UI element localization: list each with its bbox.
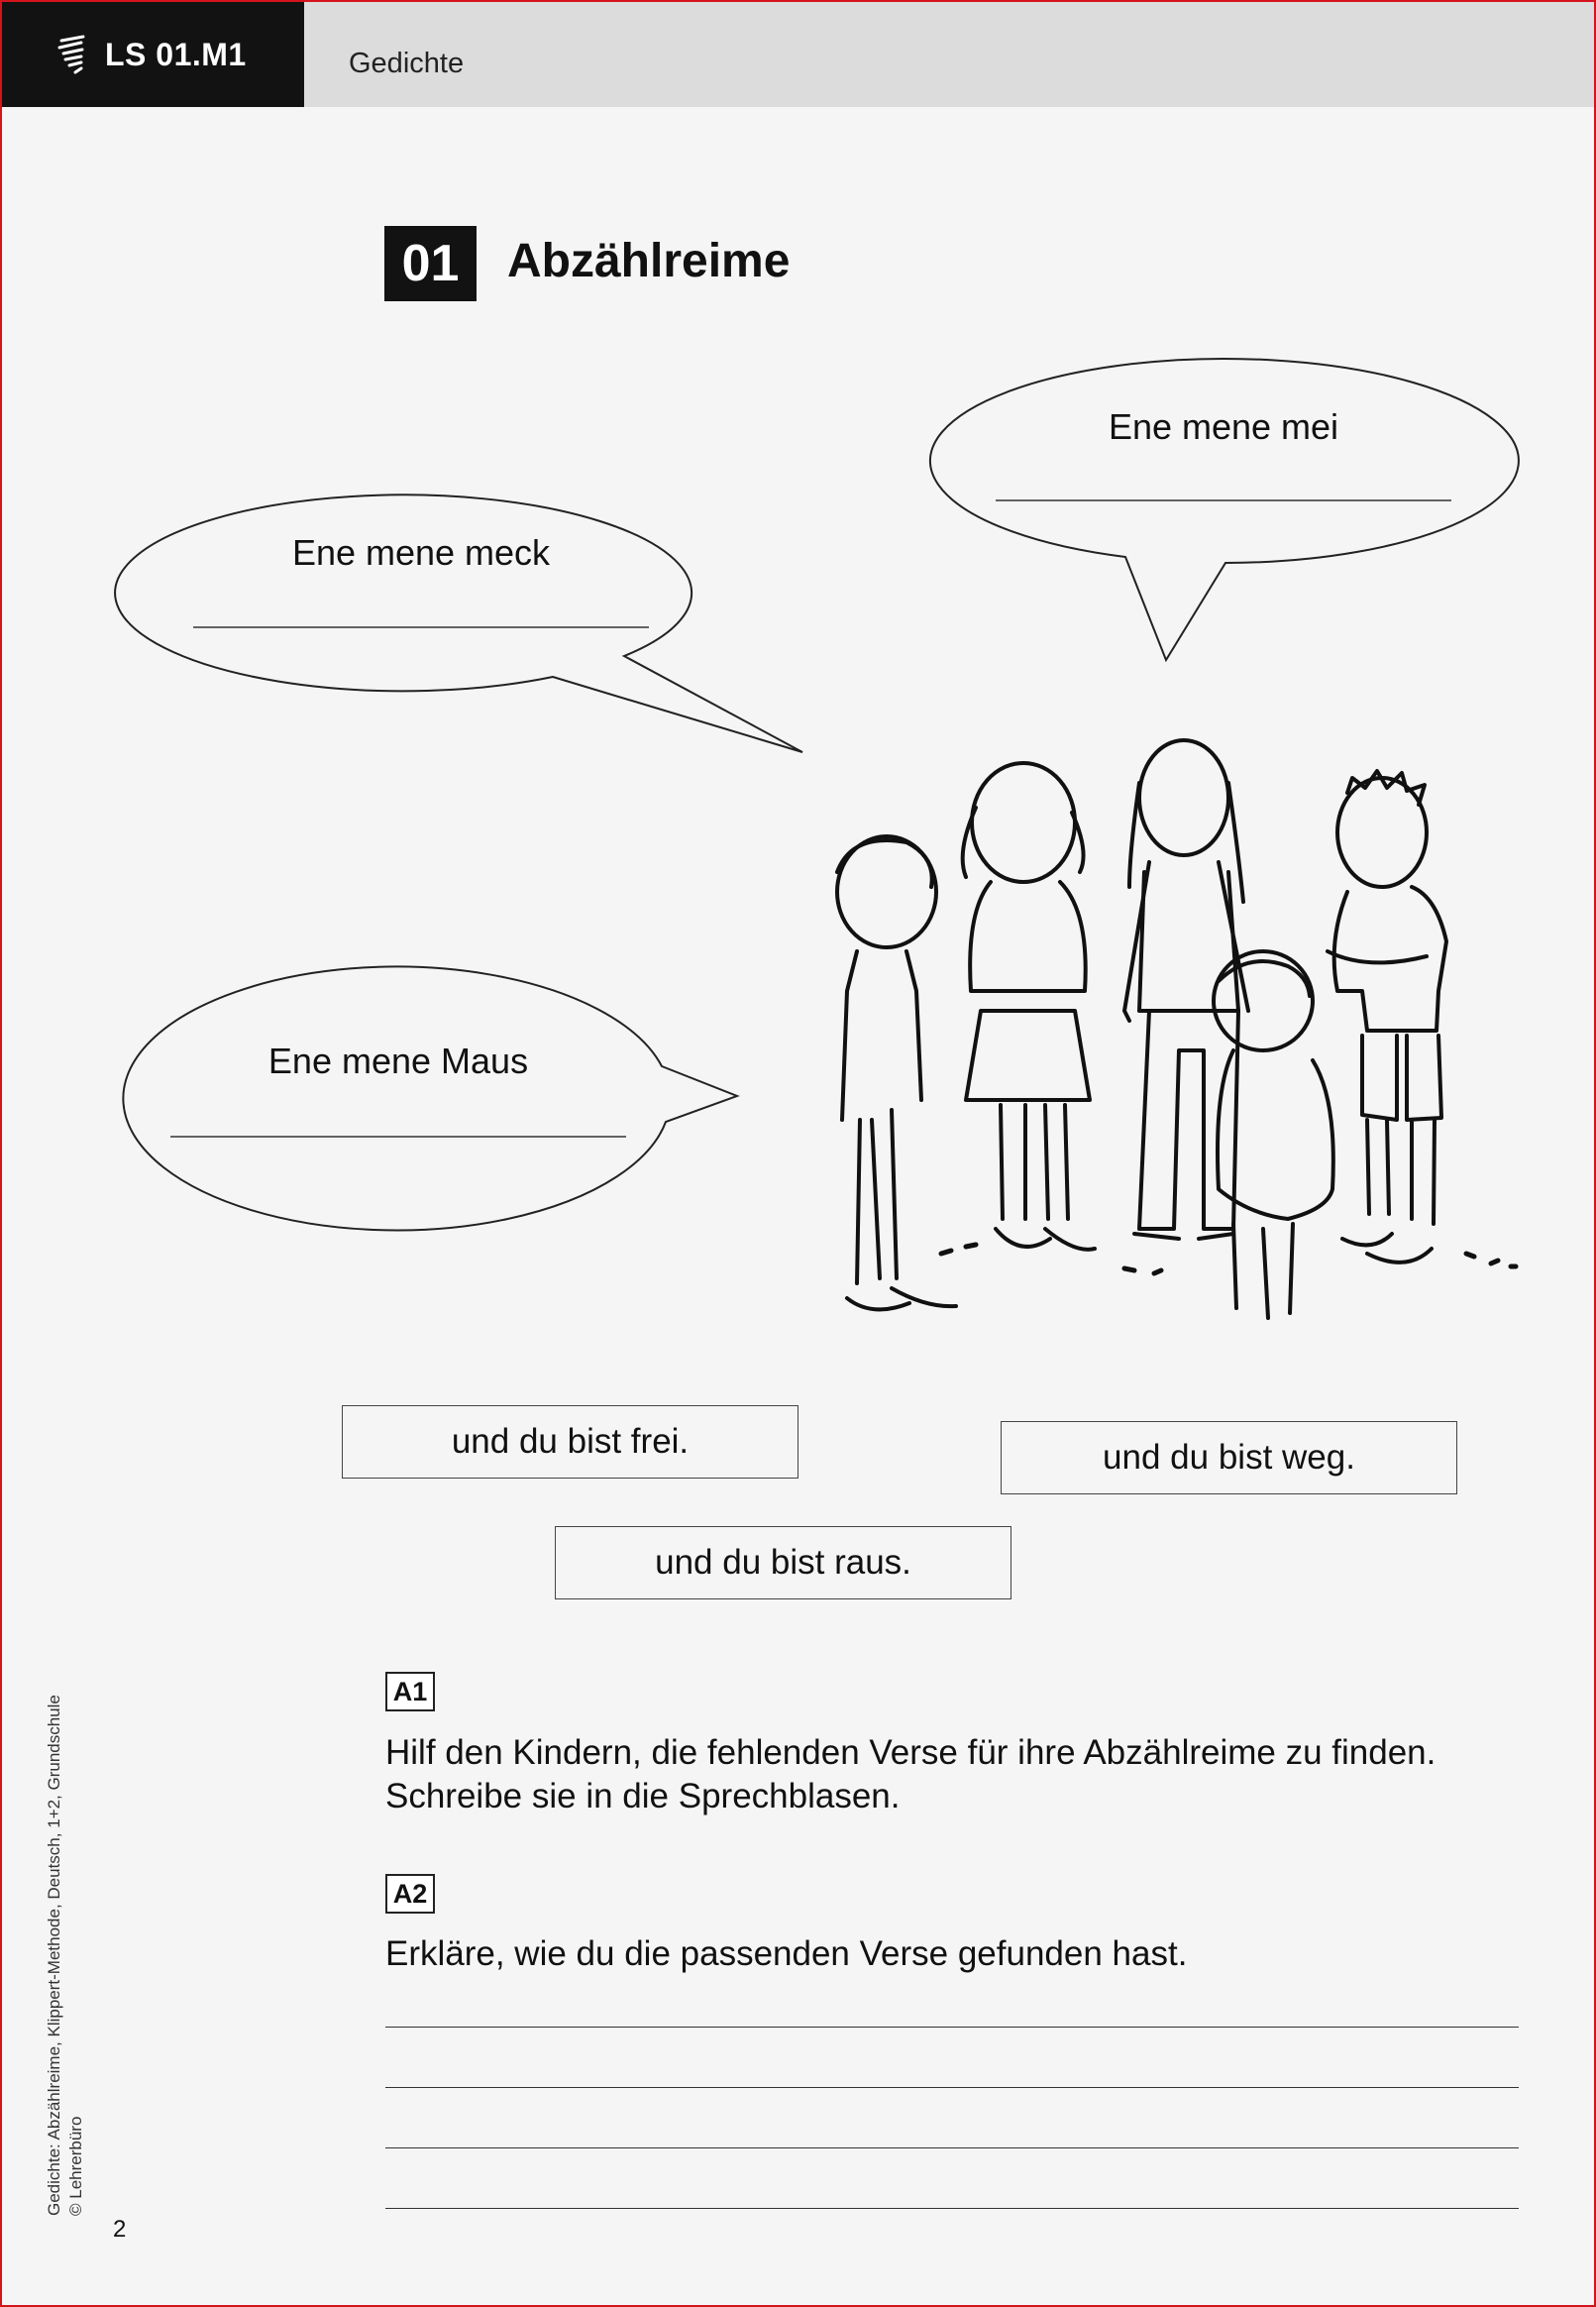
- task-text-a1: [385, 1731, 1525, 1818]
- material-code: LS 01.M1: [105, 36, 247, 72]
- exercise-number-badge: 01: [384, 226, 477, 301]
- child-boy-left: [837, 836, 956, 1309]
- verse-card-raus[interactable]: und du bist raus.: [555, 1526, 1011, 1599]
- answer-line-1[interactable]: [385, 2027, 1519, 2028]
- speech-bubble-mei: [930, 359, 1519, 660]
- child-girl-tall: [1124, 740, 1248, 1239]
- bubble-text-mei: Ene mene mei: [1108, 406, 1339, 447]
- task-a1-line2: Schreibe sie in die Sprechblasen.: [385, 1777, 901, 1815]
- page-number: 2: [113, 2216, 127, 2243]
- credit-line-1: Gedichte: Abzählreime, Klippert-Methode, Deutsch, 1+2, Grundschule: [45, 1695, 63, 2216]
- child-girl-pigtails: [963, 763, 1095, 1250]
- verse-card-frei[interactable]: und du bist frei.: [342, 1405, 798, 1479]
- task-text-a2: Erkläre, wie du die passenden Verse gefunden hast.: [385, 1934, 1188, 1973]
- bubble-text-meck: Ene mene meck: [291, 532, 551, 573]
- child-boy-right: [1328, 771, 1446, 1263]
- answer-line-3[interactable]: [385, 2147, 1519, 2148]
- task-label-a1: A1: [385, 1672, 435, 1711]
- children-illustration: [837, 740, 1516, 1318]
- verse-card-weg[interactable]: und du bist weg.: [1001, 1421, 1457, 1494]
- speech-bubble-maus: [123, 966, 737, 1230]
- page-title: Abzählreime: [507, 235, 791, 287]
- answer-line-4[interactable]: [385, 2208, 1519, 2209]
- child-crouching: [1214, 951, 1333, 1318]
- bubble-text-maus: Ene mene Maus: [267, 1041, 529, 1081]
- task-a1-line1: Hilf den Kindern, die fehlenden Verse für ihre Abzählreime zu finden.: [385, 1733, 1436, 1772]
- side-credit: [44, 1695, 87, 2216]
- credit-line-2: © Lehrerbüro: [66, 2116, 85, 2216]
- answer-line-2[interactable]: [385, 2087, 1519, 2088]
- section-title: Gedichte: [349, 48, 465, 79]
- task-label-a2: A2: [385, 1874, 435, 1914]
